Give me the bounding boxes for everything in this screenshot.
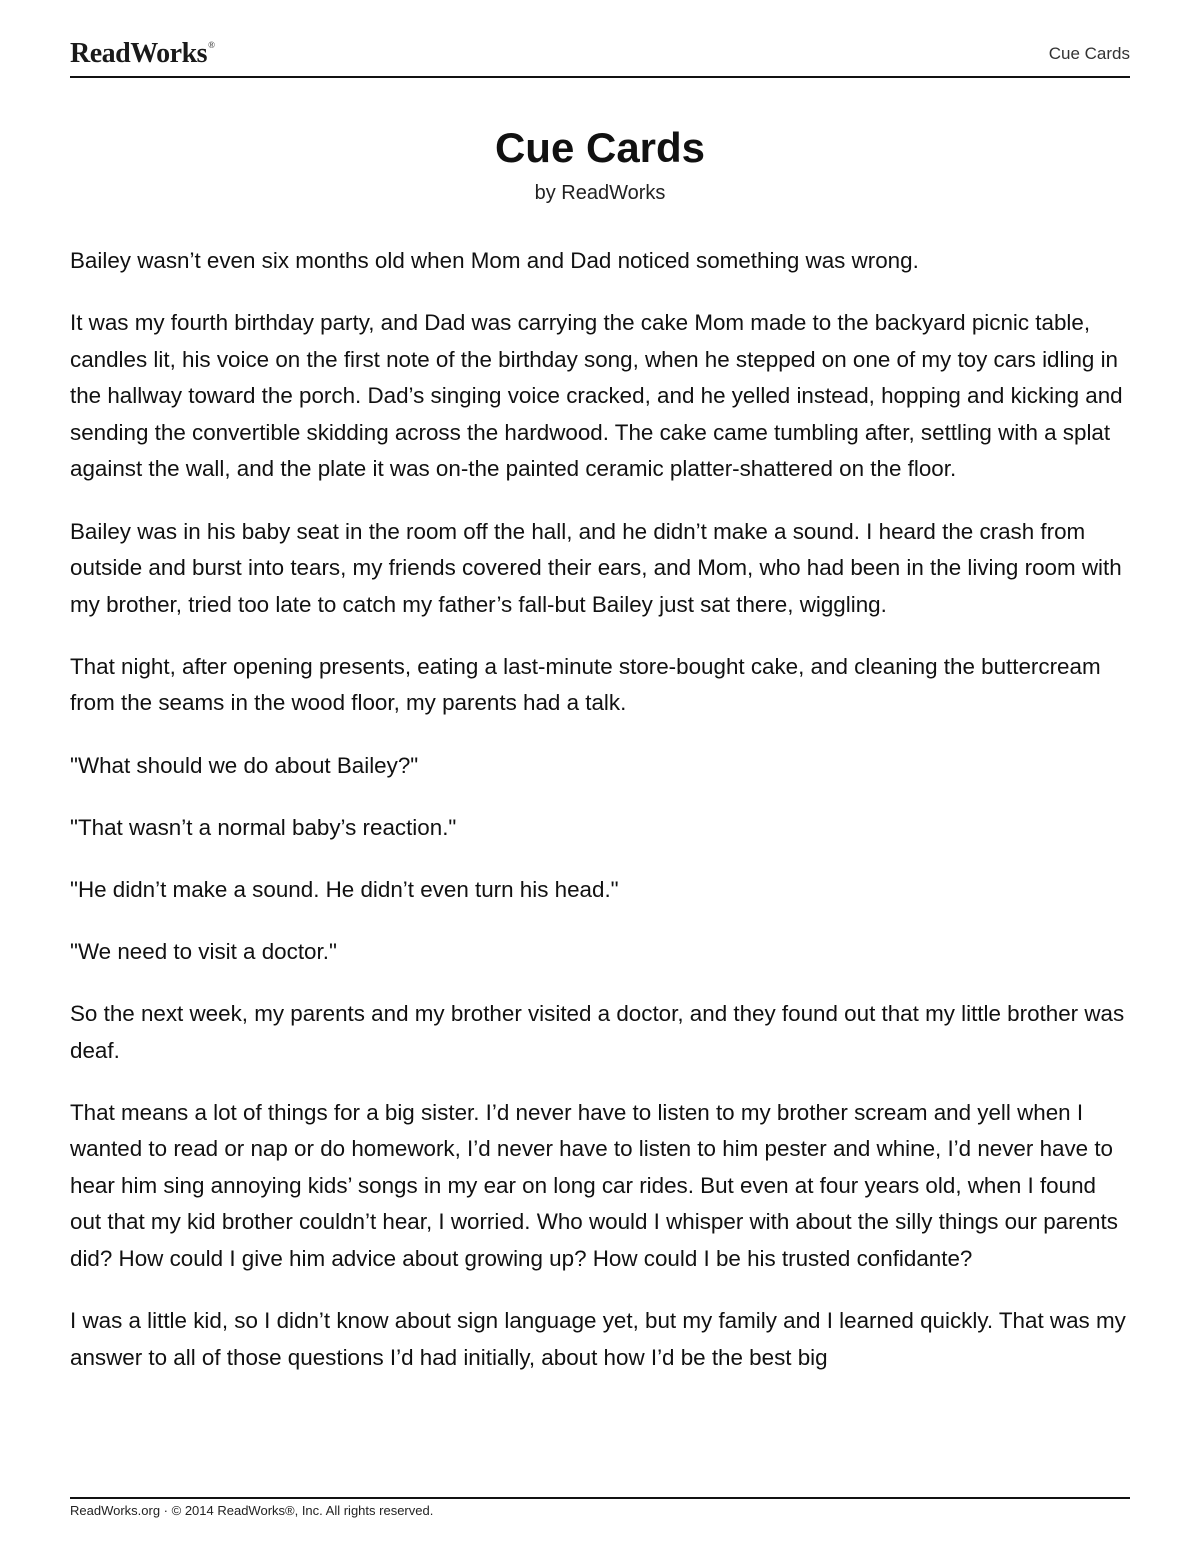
dialogue-line: "That wasn’t a normal baby’s reaction." [70,814,457,840]
paragraph: That night, after opening presents, eating a last-minute store-bought cake, and cleaning the buttercream from the seams in the wood floor, my parents had a talk. [70,653,1101,716]
article-body [70,243,1132,1402]
paragraph: That means a lot of things for a big sister. I’d never have to listen to my brother scream and yell when I wanted to read or nap or do homework, I’d never have to listen to him pester and whine, I’d never have to hear him sing annoying kids’ songs in my ear on long car rides. But even at four years old, when I found out that my kid brother couldn’t hear, I worried. Who would I whisper with about the silly things our parents did? How could I give him advice about growing up? How could I be his trusted confidante? [70,1099,1118,1271]
dialogue-line: "What should we do about Bailey?" [70,752,419,778]
paragraph: Bailey wasn’t even six months old when Mom and Dad noticed something was wrong. [70,248,919,273]
readworks-logo [70,38,214,70]
byline: by ReadWorks [534,182,666,204]
paragraph: So the next week, my parents and my brother visited a doctor, and they found out that my little brother was deaf. [70,1000,1125,1063]
page-footer: ReadWorks.org · © 2014 ReadWorks®, Inc. All rights reserved. [70,1497,1130,1518]
registered-mark: ® [208,40,215,50]
header-document-title: Cue Cards [1048,44,1130,63]
logo-text: ReadWorks [70,38,208,69]
dialogue-line: "He didn’t make a sound. He didn’t even turn his head." [70,876,619,902]
paragraph: I was a little kid, so I didn’t know about sign language yet, but my family and I learned quickly. That was my answer to all of those questions I’d had initially, about how I’d be the best big [70,1308,1126,1370]
paragraph: Bailey was in his baby seat in the room off the hall, and he didn’t make a sound. I heard the crash from outside and burst into tears, my friends covered their ears, and Mom, who had been in the living room with my brother, tried too late to catch my father’s fall-but Bailey just sat there, wiggling. [70,518,1122,617]
page-title: Cue Cards [494,124,706,171]
paragraph: It was my fourth birthday party, and Dad was carrying the cake Mom made to the backyard picnic table, candles lit, his voice on the first note of the birthday song, when he stepped on one of my toy cars idling in the hallway toward the porch. Dad’s singing voice cracked, and he yelled instead, hopping and kicking and sending the convertible skidding across the hardwood. The cake came tumbling after, settling with a splat against the wall, and the plate it was on-the painted ceramic platter-shattered on the floor. [70,310,1123,482]
page-header [70,38,1130,78]
dialogue-line: "We need to visit a doctor." [70,938,337,964]
